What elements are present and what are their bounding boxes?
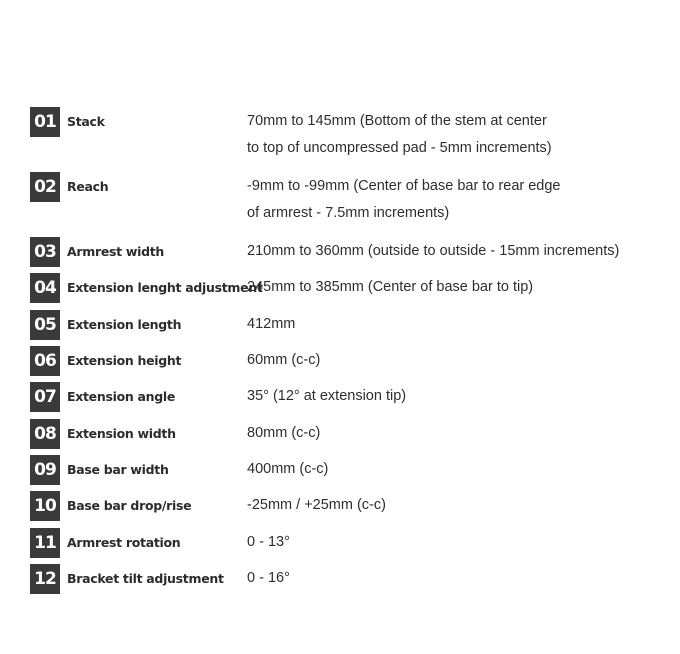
spec-value: [247, 492, 667, 519]
spec-value-line: 0 - 13°: [247, 534, 290, 550]
spec-value: [247, 108, 667, 162]
spec-label: Extension angle: [67, 389, 176, 404]
spec-value-line: 70mm to 145mm (Bottom of the stem at center: [247, 113, 547, 129]
spec-number-badge: 06: [30, 346, 60, 376]
spec-label: Armrest rotation: [67, 535, 181, 550]
spec-value: [247, 420, 667, 447]
spec-number-badge: 07: [30, 382, 60, 412]
spec-number-badge: 11: [30, 528, 60, 558]
spec-number-badge: 01: [30, 107, 60, 137]
spec-value-line: 35° (12° at extension tip): [247, 388, 407, 404]
spec-label: Extension width: [67, 426, 176, 441]
spec-value-line: -25mm / +25mm (c-c): [247, 497, 386, 513]
spec-value: [247, 456, 667, 483]
spec-value-line: 0 - 16°: [247, 570, 290, 586]
spec-number-badge: 09: [30, 455, 60, 485]
spec-value: [247, 173, 667, 227]
spec-label: Stack: [67, 114, 105, 129]
spec-value-line: 210mm to 360mm (outside to outside - 15mm increments): [247, 243, 620, 259]
spec-label: Bracket tilt adjustment: [67, 571, 224, 586]
spec-value-line: 245mm to 385mm (Center of base bar to tip): [247, 279, 534, 295]
spec-label: Extension lenght adjustment: [67, 280, 263, 295]
spec-value: [247, 238, 667, 265]
spec-value: [247, 274, 667, 301]
spec-value-line: 412mm: [247, 316, 296, 332]
spec-value-line: 400mm (c-c): [247, 461, 329, 477]
spec-label: Armrest width: [67, 244, 165, 259]
spec-value: [247, 347, 667, 374]
spec-value: [247, 311, 667, 338]
spec-value-line: -9mm to -99mm (Center of base bar to rear edge: [247, 178, 561, 194]
spec-value: [247, 529, 667, 556]
spec-label: Reach: [67, 179, 109, 194]
spec-value-line: 60mm (c-c): [247, 352, 321, 368]
spec-label: Extension length: [67, 317, 182, 332]
spec-value: [247, 383, 667, 410]
spec-number-badge: 04: [30, 273, 60, 303]
spec-value-line: 80mm (c-c): [247, 425, 321, 441]
spec-number-badge: 03: [30, 237, 60, 267]
spec-label: Extension height: [67, 353, 182, 368]
spec-label: Base bar drop/rise: [67, 498, 192, 513]
spec-value: [247, 565, 667, 592]
spec-value-line: to top of uncompressed pad - 5mm increments): [247, 140, 552, 156]
spec-label: Base bar width: [67, 462, 169, 477]
spec-number-badge: 05: [30, 310, 60, 340]
spec-number-badge: 10: [30, 491, 60, 521]
spec-number-badge: 12: [30, 564, 60, 594]
spec-value-line: of armrest - 7.5mm increments): [247, 205, 450, 221]
spec-number-badge: 08: [30, 419, 60, 449]
spec-number-badge: 02: [30, 172, 60, 202]
